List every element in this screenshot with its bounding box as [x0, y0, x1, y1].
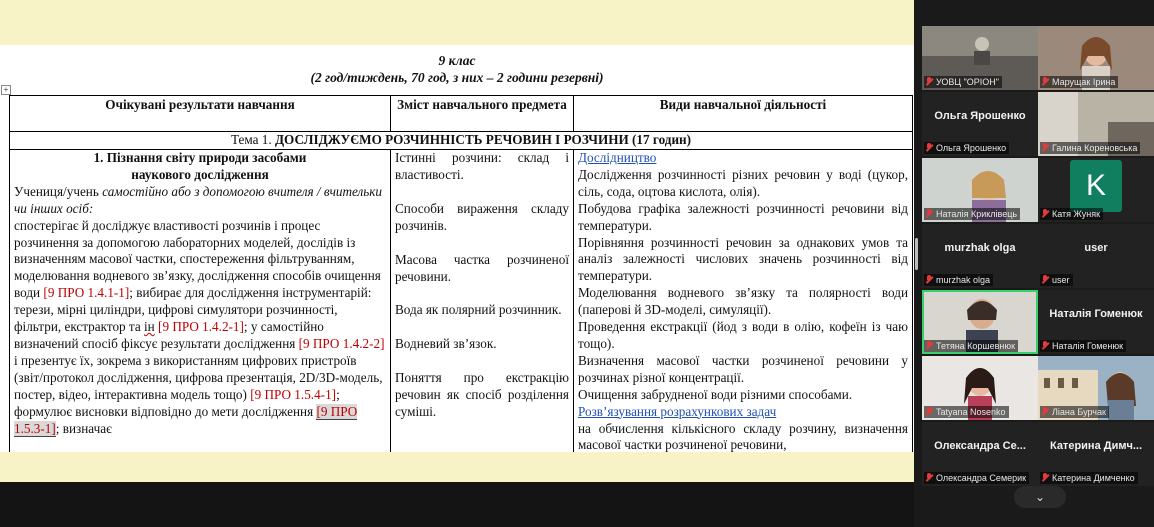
participant-name: Tatyana Nosenko	[924, 406, 1009, 418]
document-page	[0, 45, 914, 452]
participant-tile[interactable]	[1038, 290, 1154, 354]
mic-muted-icon	[926, 407, 933, 416]
participant-name: Катя Жуняк	[1040, 208, 1103, 220]
column-header-results: Очікувані результати навчання	[10, 96, 391, 132]
ref-1-4-2-1: [9 ПРО 1.4.2-1]	[158, 319, 244, 335]
link-calculation-tasks[interactable]: Розв’язування розрахункових задач	[578, 403, 777, 419]
content-item: Водневий зв’язок.	[395, 336, 497, 352]
mic-muted-icon	[1042, 341, 1049, 350]
participant-name: Наталія Криклівець	[924, 208, 1020, 220]
link-research[interactable]: Дослідництво	[578, 150, 657, 165]
table-move-handle-icon[interactable]: +	[1, 85, 11, 95]
participant-big-name: Наталія Гоменюк	[1049, 308, 1143, 320]
participant-tile[interactable]	[1038, 224, 1154, 288]
mic-muted-icon	[1042, 473, 1049, 482]
mic-muted-icon	[1042, 407, 1049, 416]
mic-muted-icon	[1042, 143, 1049, 152]
participant-name: murzhak olga	[924, 274, 993, 286]
activity-item: Дослідження розчинності різних речовин у воді (цукор, сіль, сода, оцтова кислота, олія).	[578, 166, 908, 199]
participant-name: УОВЦ "ОРІОН"	[924, 76, 1002, 88]
content-cell	[391, 150, 574, 453]
participant-big-name: murzhak olga	[944, 242, 1016, 254]
mic-muted-icon	[926, 143, 933, 152]
results-text-5: ; формулює висновки відповідно до мети дослідження	[14, 386, 340, 419]
participant-name: Катерина Димченко	[1040, 472, 1138, 484]
activity-item: Очищення забрудненої води різними способами.	[578, 386, 853, 402]
content-item: Поняття про екстракцію речовин як спосіб розділення суміші.	[395, 370, 569, 420]
results-text-4: і презентує їх, зокрема з використанням цифрових пристроїв (звіт/протокол дослідження, цифрова презентація, 2D/3D-модель, постер, відео, інтерактивна модель тощо)	[14, 352, 383, 402]
grade-title: 9 клас	[438, 53, 476, 68]
mic-muted-icon	[926, 77, 933, 86]
participant-tile[interactable]	[1038, 92, 1154, 156]
activity-item: Моделювання водневого зв’язку та полярності води (паперові й 3D-моделі, симуляції).	[578, 285, 908, 318]
activities-cell	[574, 150, 913, 453]
panel-scrollbar[interactable]	[915, 238, 918, 270]
participant-name: Олександра Семерик	[924, 472, 1029, 484]
participant-tile[interactable]	[1038, 26, 1154, 90]
participant-big-name: Катерина Димч...	[1049, 440, 1143, 452]
content-item: Вода як полярний розчинник.	[395, 302, 562, 318]
column-header-activities: Види навчальної діяльності	[574, 96, 913, 132]
mic-muted-icon	[926, 341, 933, 350]
results-cell	[10, 150, 391, 453]
participant-tile[interactable]	[1038, 422, 1154, 486]
participant-tile[interactable]	[922, 158, 1038, 222]
topic-hours: (17 годин)	[632, 132, 692, 147]
chevron-down-icon[interactable]: ⌄	[1014, 486, 1066, 508]
column-header-content: Зміст навчального предмета	[391, 96, 574, 132]
participant-name: Галина Кореновська	[1040, 142, 1140, 154]
curriculum-table	[9, 95, 913, 452]
content-item: Істинні розчини: склад і властивості.	[395, 150, 569, 182]
participant-name: Марущак Ірина	[1040, 76, 1118, 88]
participant-name: user	[1040, 274, 1073, 286]
results-text-2: ; вибирає для дослідження інструментарій: терези, мірні циліндри, цифрові симулятори розчинності, фільтри, екстрактор та	[14, 285, 372, 335]
lead-italic: самостійно або з допомогою вчителя / вчительки чи інших осіб:	[14, 183, 383, 216]
topic-title: ДОСЛІДЖУЄМО РОЗЧИННІСТЬ РЕЧОВИН І РОЗЧИНИ	[274, 132, 629, 147]
participant-tile[interactable]	[1038, 158, 1154, 222]
participant-tile[interactable]	[922, 224, 1038, 288]
topic-row	[10, 132, 913, 150]
activity-item: Проведення екстракції (йод з води в олію, кофеїн із чаю тощо).	[578, 319, 908, 351]
hours-subtitle: (2 год/тиждень, 70 год, з них – 2 години резервні)	[310, 70, 604, 85]
participant-name: Тетяна Коршевнюк	[924, 340, 1018, 352]
participant-tile[interactable]	[922, 356, 1038, 420]
mic-muted-icon	[926, 209, 933, 218]
mic-muted-icon	[926, 473, 933, 482]
ref-1-4-1-1: [9 ПРО 1.4.1-1]	[43, 285, 130, 301]
ref-1-5-4-1: [9 ПРО 1.5.4-1]	[250, 386, 337, 402]
content-item: Масова частка розчиненої речовини.	[395, 251, 569, 284]
activity-item: Порівняння розчинності речовин за однакових умов та аналіз залежності числових значень розчинності від температури.	[578, 234, 908, 284]
participant-name: Ольга Ярошенко	[924, 142, 1009, 154]
participant-tile[interactable]	[1038, 356, 1154, 420]
participant-tile-active-speaker[interactable]	[922, 290, 1038, 354]
mic-muted-icon	[1042, 77, 1049, 86]
participant-tile[interactable]	[922, 92, 1038, 156]
topic-prefix: Тема 1.	[230, 132, 275, 147]
activity-item: Визначення масової частки розчиненої речовини у розчинах різної концентрації.	[578, 352, 908, 385]
results-text-6: ; визначає	[55, 420, 112, 436]
participant-big-name: user	[1084, 242, 1108, 254]
avatar: K	[1070, 160, 1122, 212]
results-text-3: ; у самостійно визначений спосіб фіксує результати дослідження	[14, 319, 324, 351]
participant-name: Ліана Бурчак	[1040, 406, 1109, 418]
participant-name: Наталія Гоменюк	[1040, 340, 1126, 352]
participant-big-name: Ольга Ярошенко	[934, 110, 1026, 122]
bottom-banner	[0, 452, 914, 482]
results-heading-line1: 1. Пізнання світу природи засобами	[93, 150, 307, 165]
results-text-1: спостерігає й досліджує властивості розчинів і процес розчинення за допомогою лабораторних моделей, дослідів із визначенням масової частки, спостереження фільтруванням, моделювання водневого зв’язку, дослідження способів очищення води	[14, 217, 381, 301]
top-banner	[0, 0, 914, 45]
mic-muted-icon	[1042, 209, 1049, 218]
participant-tile[interactable]	[922, 422, 1038, 486]
ref-1-5-3-1: [9 ПРО 1.5.3-1]	[14, 403, 358, 436]
lead-text: Учениця/учень	[14, 183, 103, 199]
participant-tile[interactable]	[922, 26, 1038, 90]
spelling-mark: ін	[144, 319, 155, 335]
activity-tail: на обчислення кількісного складу розчину, визначення масової частки розчиненої речовини,	[578, 420, 908, 452]
content-item: Способи вираження складу розчинів.	[395, 200, 569, 233]
mic-muted-icon	[1042, 275, 1049, 284]
mic-muted-icon	[926, 275, 933, 284]
results-heading-line2: наукового дослідження	[131, 166, 269, 182]
participant-big-name: Олександра Се...	[934, 440, 1026, 452]
participants-panel	[914, 0, 1154, 527]
activity-item: Побудова графіка залежності розчинності речовини від температури.	[578, 200, 908, 233]
ref-1-4-2-2: [9 ПРО 1.4.2-2]	[298, 335, 385, 351]
